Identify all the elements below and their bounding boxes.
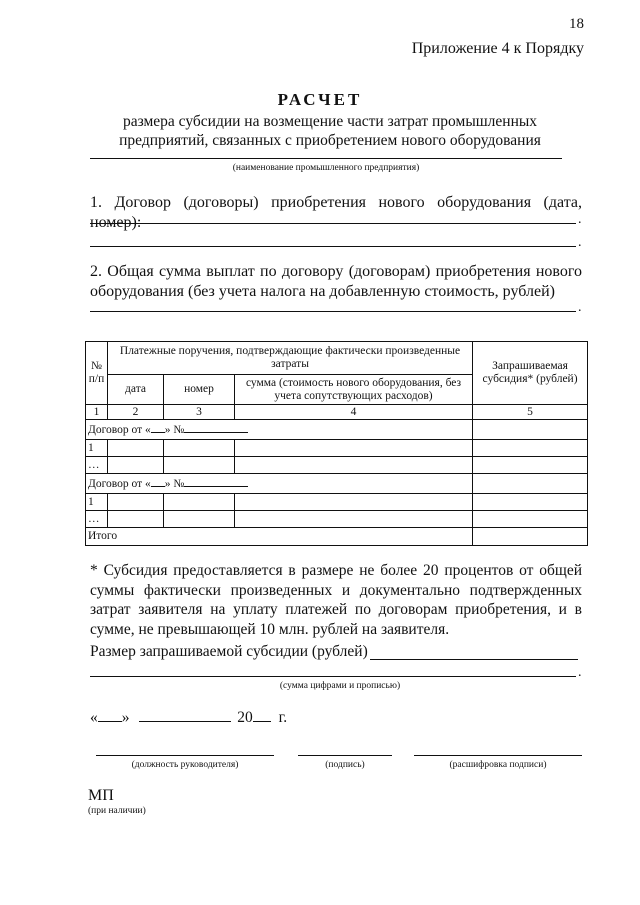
row-number: 1 [86, 440, 108, 457]
day-field[interactable] [98, 709, 122, 722]
position-field[interactable] [96, 755, 274, 756]
subheader-date: дата [108, 375, 164, 405]
subtitle-line-1: размера субсидии на возмещение части затрат промышленных [122, 113, 538, 130]
year-field[interactable] [253, 709, 271, 722]
cell-requested[interactable] [473, 457, 588, 474]
contract-header-cell [86, 420, 473, 440]
contract-label: Договор от « [88, 478, 151, 490]
document-title: РАСЧЕТ [277, 90, 363, 109]
contract-label: Договор от « [88, 424, 151, 436]
appendix-reference: Приложение 4 к Порядку [411, 40, 584, 57]
cell-date[interactable] [108, 511, 164, 528]
contract-field-2[interactable] [90, 246, 576, 247]
cell-number[interactable] [164, 457, 235, 474]
index-cell: 3 [164, 405, 235, 420]
cell-amount[interactable] [235, 494, 473, 511]
signature-field[interactable] [298, 755, 392, 756]
cell-date[interactable] [108, 457, 164, 474]
row-ellipsis: … [86, 511, 108, 528]
subtitle-line-2: предприятий, связанных с приобретением нового оборудования [119, 132, 541, 149]
signature-caption: (подпись) [325, 760, 365, 770]
document-subtitle [90, 112, 570, 150]
index-cell: 4 [235, 405, 473, 420]
amount-words-field[interactable] [90, 676, 576, 677]
col-header-payments: Платежные поручения, подтверждающие фактически произведенные затраты [108, 342, 473, 375]
contract-mid: » № [164, 478, 185, 490]
contract-day-field[interactable] [151, 423, 165, 433]
contract-field-1[interactable] [90, 223, 576, 224]
transcript-caption: (расшифровка подписи) [449, 760, 547, 770]
table-row [86, 494, 588, 511]
stamp-label: МП [88, 787, 114, 804]
contract-row [86, 474, 588, 494]
cell-number[interactable] [164, 494, 235, 511]
table-row [86, 440, 588, 457]
row-number: 1 [86, 494, 108, 511]
contract-number-field[interactable] [184, 422, 248, 433]
col-header-number: № п/п [86, 342, 108, 405]
dot-mark: . [578, 235, 582, 250]
index-cell: 2 [108, 405, 164, 420]
subsidy-footnote: * Субсидия предоставляется в размере не более 20 процентов от общей суммы фактически произведенных и документально подтвержденных затрат заявителя на уплату платежей по договорам приобретения, и в сумме, не превышающей 10 млн. рублей на заявителя. [90, 562, 582, 638]
date-line [90, 709, 287, 727]
dot-mark: . [578, 212, 582, 227]
cell-date[interactable] [108, 494, 164, 511]
total-label: Итого [86, 528, 473, 546]
cell-requested[interactable] [473, 440, 588, 457]
table-row [86, 511, 588, 528]
stamp-note: (при наличии) [88, 806, 146, 816]
cell-number[interactable] [164, 440, 235, 457]
amount-caption: (сумма цифрами и прописью) [279, 681, 401, 691]
requested-cell[interactable] [473, 474, 588, 494]
dot-mark: . [578, 665, 582, 680]
row-ellipsis: … [86, 457, 108, 474]
contract-row [86, 420, 588, 440]
subheader-amount: сумма (стоимость нового оборудования, без учета сопутствующих расходов) [235, 375, 473, 405]
enterprise-caption: (наименование промышленного предприятия) [232, 163, 420, 173]
cell-date[interactable] [108, 440, 164, 457]
date-close-quote: » [121, 709, 130, 726]
section-1-text: 1. Договор (договоры) приобретения нового оборудования (дата, номер): [90, 194, 582, 231]
total-payments-field[interactable] [90, 311, 576, 312]
contract-header-cell [86, 474, 473, 494]
contract-number-field[interactable] [184, 476, 248, 487]
table-row [86, 457, 588, 474]
index-cell: 5 [473, 405, 588, 420]
section-2-text: 2. Общая сумма выплат по договору (договорам) приобретения нового оборудования (без учета налога на добавленную стоимость, рублей) [90, 263, 582, 300]
total-row [86, 528, 588, 546]
index-cell: 1 [86, 405, 108, 420]
amount-label: Размер запрашиваемой субсидии (рублей) [90, 643, 368, 660]
position-caption: (должность руководителя) [131, 760, 239, 770]
cell-number[interactable] [164, 511, 235, 528]
cell-requested[interactable] [473, 494, 588, 511]
page-number: 18 [569, 16, 584, 32]
year-suffix: г. [278, 709, 288, 726]
enterprise-name-field[interactable] [90, 158, 562, 159]
subheader-number: номер [164, 375, 235, 405]
contract-day-field[interactable] [151, 477, 165, 487]
month-field[interactable] [139, 709, 231, 722]
cell-requested[interactable] [473, 511, 588, 528]
table-header-row [86, 342, 588, 375]
cell-amount[interactable] [235, 457, 473, 474]
amount-field[interactable] [370, 659, 578, 660]
requested-cell[interactable] [473, 420, 588, 440]
col-header-requested: Запрашиваемая субсидия* (рублей) [473, 342, 588, 405]
dot-mark: . [578, 300, 582, 315]
year-prefix: 20 [237, 709, 253, 726]
total-requested-cell[interactable] [473, 528, 588, 546]
date-open-quote: « [90, 709, 98, 726]
contract-mid: » № [164, 424, 185, 436]
table-index-row [86, 405, 588, 420]
payments-table [85, 341, 588, 546]
transcript-field[interactable] [414, 755, 582, 756]
cell-amount[interactable] [235, 440, 473, 457]
cell-amount[interactable] [235, 511, 473, 528]
